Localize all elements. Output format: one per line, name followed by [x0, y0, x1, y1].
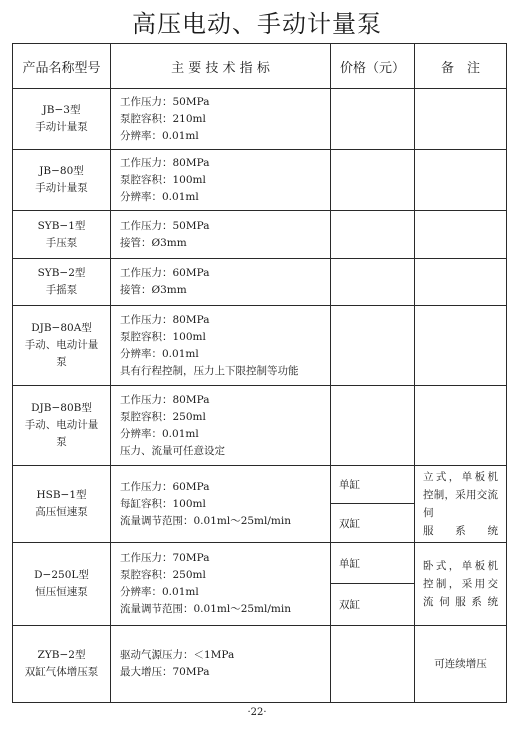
- spec-line: 工作压力：80MPa: [120, 393, 210, 406]
- product-name-cell: [13, 211, 111, 259]
- note-cell: [415, 259, 507, 306]
- product-type: 手摇泵: [45, 284, 78, 296]
- product-spec-table: [12, 43, 507, 703]
- note-cell: [415, 386, 507, 466]
- table-row: [13, 259, 507, 306]
- price-cell: [331, 306, 415, 386]
- price-cell: [331, 626, 415, 703]
- header-specs: 主 要 技 术 指 标: [111, 44, 331, 89]
- spec-line: 驱动气源压力：＜1MPa: [120, 649, 235, 661]
- note-line: 控制，采用交: [423, 578, 498, 590]
- page-title: 高压电动、手动计量泵: [132, 10, 382, 38]
- spec-line: 工作压力：60MPa: [120, 480, 210, 493]
- spec-line: 最大增压：70MPa: [120, 666, 210, 678]
- note-cell: [415, 306, 507, 386]
- product-model: DJB−80A型: [31, 322, 92, 334]
- product-type: 手动计量泵: [35, 121, 88, 133]
- product-model: JB−3型: [42, 104, 81, 116]
- product-type: 手动、电动计量: [24, 339, 99, 351]
- spec-line: 分辨率：0.01ml: [120, 586, 199, 598]
- spec-line: 泵腔容积：100ml: [120, 330, 206, 343]
- spec-cell: [111, 150, 331, 211]
- spec-cell: [111, 211, 331, 259]
- price-cell: [331, 259, 415, 306]
- spec-line: 工作压力：70MPa: [120, 552, 210, 564]
- spec-line: 流量调节范围：0.01ml～25ml/min: [120, 603, 291, 615]
- spec-line: 压力、流量可任意设定: [120, 444, 225, 457]
- table-header-row: [13, 44, 507, 89]
- table-row: [13, 211, 507, 259]
- product-name-cell: [13, 466, 111, 543]
- product-type: 泵: [56, 356, 67, 368]
- product-type: 恒压恒速泵: [35, 586, 88, 598]
- price-cell: [331, 211, 415, 259]
- spec-cell: [111, 543, 331, 626]
- spec-line: 工作压力：80MPa: [120, 156, 210, 169]
- spec-cell: [111, 626, 331, 703]
- price-cell: [331, 386, 415, 466]
- spec-line: 分辨率：0.01ml: [120, 190, 199, 203]
- spec-line: 泵腔容积：210ml: [120, 112, 206, 125]
- header-note: 备 注: [415, 44, 507, 89]
- product-name-cell: [13, 259, 111, 306]
- note-cell: [415, 626, 507, 703]
- spec-line: 工作压力：50MPa: [120, 95, 210, 108]
- price-cell: [331, 543, 415, 626]
- product-name-cell: [13, 543, 111, 626]
- price-double-cylinder: 双缸: [339, 517, 360, 530]
- spec-line: 工作压力：50MPa: [120, 219, 210, 232]
- spec-line: 工作压力：60MPa: [120, 267, 210, 279]
- spec-line: 每缸容积：100ml: [120, 497, 206, 510]
- product-model: ZYB−2型: [37, 649, 86, 661]
- price-cell: [331, 150, 415, 211]
- table-row: [13, 150, 507, 211]
- product-type: 双缸气体增压泵: [24, 666, 99, 678]
- product-model: JB−80型: [39, 165, 84, 177]
- spec-line: 流量调节范围：0.01ml～25ml/min: [120, 514, 291, 527]
- product-model: HSB−1型: [36, 489, 87, 501]
- table-row: [13, 306, 507, 386]
- note-line: 立式，单板机: [423, 471, 498, 483]
- product-model: SYB−2型: [37, 267, 86, 279]
- spec-line: 分辨率：0.01ml: [120, 347, 199, 360]
- product-name-cell: [13, 306, 111, 386]
- product-model: DJB−80B型: [31, 402, 92, 414]
- spec-line: 泵腔容积：250ml: [120, 569, 206, 581]
- spec-cell: [111, 386, 331, 466]
- note-line: 可连续增压: [434, 658, 487, 670]
- spec-line: 分辨率：0.01ml: [120, 427, 199, 440]
- note-line: 流伺服系统: [423, 596, 498, 608]
- page-number: ·22·: [247, 707, 267, 718]
- price-cell: [331, 466, 415, 543]
- table-row: [13, 386, 507, 466]
- spec-cell: [111, 89, 331, 150]
- header-product-name: 产品名称型号: [13, 44, 111, 89]
- product-name-cell: [13, 386, 111, 466]
- product-type: 手动、电动计量: [24, 419, 99, 431]
- product-type: 泵: [56, 436, 67, 448]
- product-model: SYB−1型: [37, 219, 86, 232]
- note-line: 服系统: [423, 525, 498, 537]
- note-cell: [415, 466, 507, 543]
- spec-line: 接管：Ø3mm: [120, 236, 187, 249]
- header-price: 价格（元）: [331, 44, 415, 89]
- table-row: [13, 543, 507, 626]
- note-cell: [415, 543, 507, 626]
- note-line: 卧式，单板机: [423, 560, 498, 572]
- note-cell: [415, 211, 507, 259]
- table-row: [13, 626, 507, 703]
- spec-cell: [111, 466, 331, 543]
- product-name-cell: [13, 626, 111, 703]
- spec-cell: [111, 306, 331, 386]
- spec-line: 泵腔容积：100ml: [120, 173, 206, 186]
- product-name-cell: [13, 150, 111, 211]
- product-type: 手动计量泵: [35, 182, 88, 194]
- note-cell: [415, 89, 507, 150]
- spec-line: 工作压力：80MPa: [120, 313, 210, 326]
- note-line: 控制，采用交流伺: [423, 489, 498, 519]
- spec-line: 分辨率：0.01ml: [120, 129, 199, 142]
- table-row: [13, 466, 507, 543]
- spec-line: 接管：Ø3mm: [120, 284, 187, 296]
- price-cell: [331, 89, 415, 150]
- spec-cell: [111, 259, 331, 306]
- spec-line: 泵腔容积：250ml: [120, 410, 206, 423]
- product-model: D−250L型: [34, 569, 89, 581]
- product-type: 手压泵: [45, 236, 78, 249]
- price-single-cylinder: 单缸: [331, 543, 414, 584]
- product-type: 高压恒速泵: [35, 506, 88, 518]
- spec-line: 具有行程控制，压力上下限控制等功能: [120, 364, 299, 377]
- product-name-cell: [13, 89, 111, 150]
- note-cell: [415, 150, 507, 211]
- table-row: [13, 89, 507, 150]
- price-single-cylinder: 单缸: [331, 466, 414, 504]
- price-double-cylinder: 双缸: [339, 599, 360, 611]
